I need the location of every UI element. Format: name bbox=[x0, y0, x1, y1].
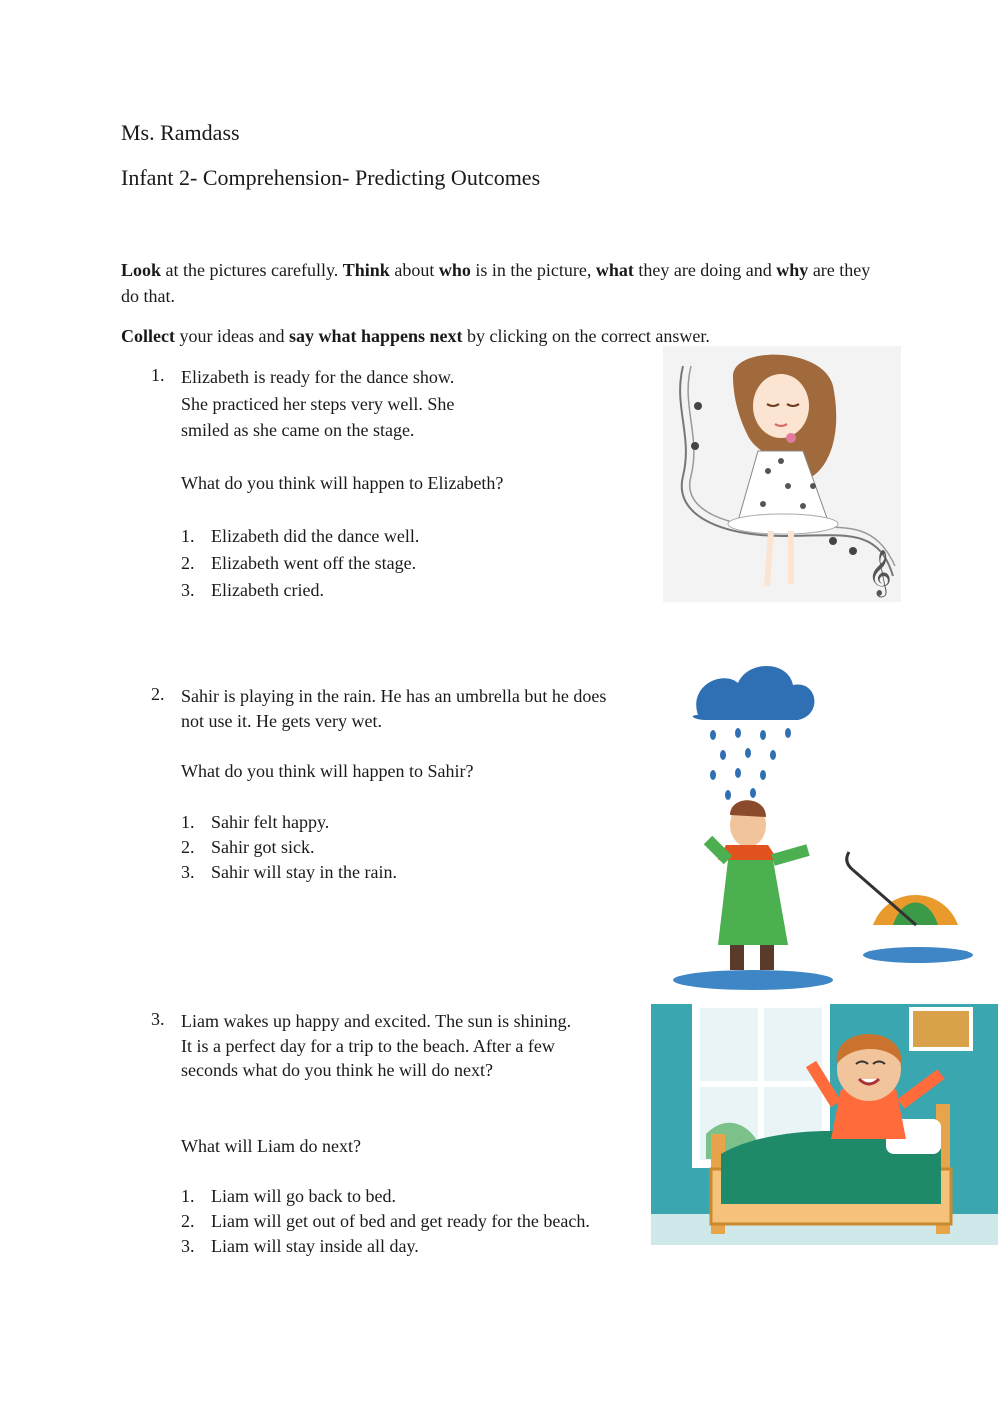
instr-text: by clicking on the correct answer. bbox=[462, 326, 710, 346]
answer-option[interactable] bbox=[181, 1184, 590, 1209]
question-3-number: 3. bbox=[151, 1009, 165, 1029]
instr-text: about bbox=[389, 260, 439, 280]
answer-option[interactable] bbox=[181, 810, 397, 835]
keyword-why: why bbox=[776, 260, 809, 280]
option-number: 3. bbox=[181, 862, 195, 882]
answer-option[interactable] bbox=[181, 835, 397, 860]
keyword-say-what-happens-next: say what happens next bbox=[288, 326, 463, 346]
instr-text: is in the picture, bbox=[470, 260, 596, 280]
question-1-line: She practiced her steps very well. She bbox=[181, 393, 455, 414]
keyword-what: what bbox=[595, 260, 634, 280]
question-1-text bbox=[181, 364, 454, 444]
option-number: 3. bbox=[181, 1236, 195, 1256]
option-number: 1. bbox=[181, 526, 195, 546]
option-label: Liam will go back to bed. bbox=[211, 1186, 396, 1206]
keyword-look: Look bbox=[121, 260, 162, 280]
option-number: 2. bbox=[181, 837, 195, 857]
instr-text: at the pictures carefully. bbox=[161, 260, 343, 280]
option-label: Elizabeth went off the stage. bbox=[211, 553, 417, 573]
answer-option[interactable] bbox=[181, 551, 419, 576]
waking-boy-illustration bbox=[651, 1004, 998, 1245]
rain-boy-svg bbox=[668, 655, 998, 1003]
question-1-prompt: What do you think will happen to Elizabeth? bbox=[181, 473, 504, 493]
question-2-options bbox=[181, 810, 397, 885]
dancer-illustration bbox=[663, 346, 901, 602]
option-label: Liam will stay inside all day. bbox=[211, 1236, 419, 1256]
keyword-think: Think bbox=[342, 260, 390, 280]
teacher-name: Ms. Ramdass bbox=[121, 120, 240, 145]
answer-option[interactable] bbox=[181, 578, 419, 603]
option-number: 1. bbox=[181, 1186, 195, 1206]
question-3-line: seconds what do you think he will do next? bbox=[181, 1060, 493, 1080]
question-3-options bbox=[181, 1184, 590, 1259]
question-3-prompt: What will Liam do next? bbox=[181, 1136, 361, 1156]
question-3-line: Liam wakes up happy and excited. The sun is shining. bbox=[181, 1011, 572, 1031]
instr-text: your ideas and bbox=[174, 326, 289, 346]
option-number: 3. bbox=[181, 580, 195, 600]
option-number: 1. bbox=[181, 812, 195, 832]
question-2-line: Sahir is playing in the rain. He has an umbrella but he does bbox=[181, 686, 607, 706]
question-1-options bbox=[181, 524, 419, 603]
instr-text: they are doing and bbox=[633, 260, 777, 280]
question-3-text bbox=[181, 1008, 571, 1084]
option-label: Elizabeth cried. bbox=[211, 580, 324, 600]
option-label: Sahir felt happy. bbox=[211, 812, 330, 832]
option-number: 2. bbox=[181, 1211, 195, 1231]
dancer-svg bbox=[663, 346, 901, 602]
answer-option[interactable] bbox=[181, 1234, 590, 1259]
question-2-prompt: What do you think will happen to Sahir? bbox=[181, 761, 474, 781]
question-1-line: Elizabeth is ready for the dance show. bbox=[181, 367, 455, 387]
answer-option[interactable] bbox=[181, 860, 397, 885]
question-2-line: not use it. He gets very wet. bbox=[181, 710, 382, 731]
option-label: Elizabeth did the dance well. bbox=[211, 526, 420, 546]
question-1-number: 1. bbox=[151, 365, 165, 385]
option-label: Sahir will stay in the rain. bbox=[211, 862, 397, 882]
instr-text: are they do that. bbox=[121, 260, 871, 306]
instructions-paragraph-1 bbox=[121, 257, 881, 309]
worksheet-title: Infant 2- Comprehension- Predicting Outcomes bbox=[121, 165, 541, 190]
keyword-collect: Collect bbox=[121, 326, 175, 346]
option-label: Liam will get out of bed and get ready for the beach. bbox=[211, 1211, 590, 1231]
question-1-line: smiled as she came on the stage. bbox=[181, 420, 415, 440]
keyword-who: who bbox=[438, 260, 471, 280]
option-number: 2. bbox=[181, 553, 195, 573]
waking-boy-svg bbox=[651, 1004, 998, 1245]
svg-text:𝄞: 𝄞 bbox=[868, 550, 892, 596]
question-3-line: It is a perfect day for a trip to the beach. After a few bbox=[181, 1035, 555, 1056]
question-2-number: 2. bbox=[151, 684, 165, 704]
answer-option[interactable] bbox=[181, 1209, 590, 1234]
rain-boy-illustration bbox=[668, 655, 998, 1003]
answer-option[interactable] bbox=[181, 524, 419, 549]
option-label: Sahir got sick. bbox=[211, 837, 315, 857]
question-2-text bbox=[181, 683, 606, 734]
